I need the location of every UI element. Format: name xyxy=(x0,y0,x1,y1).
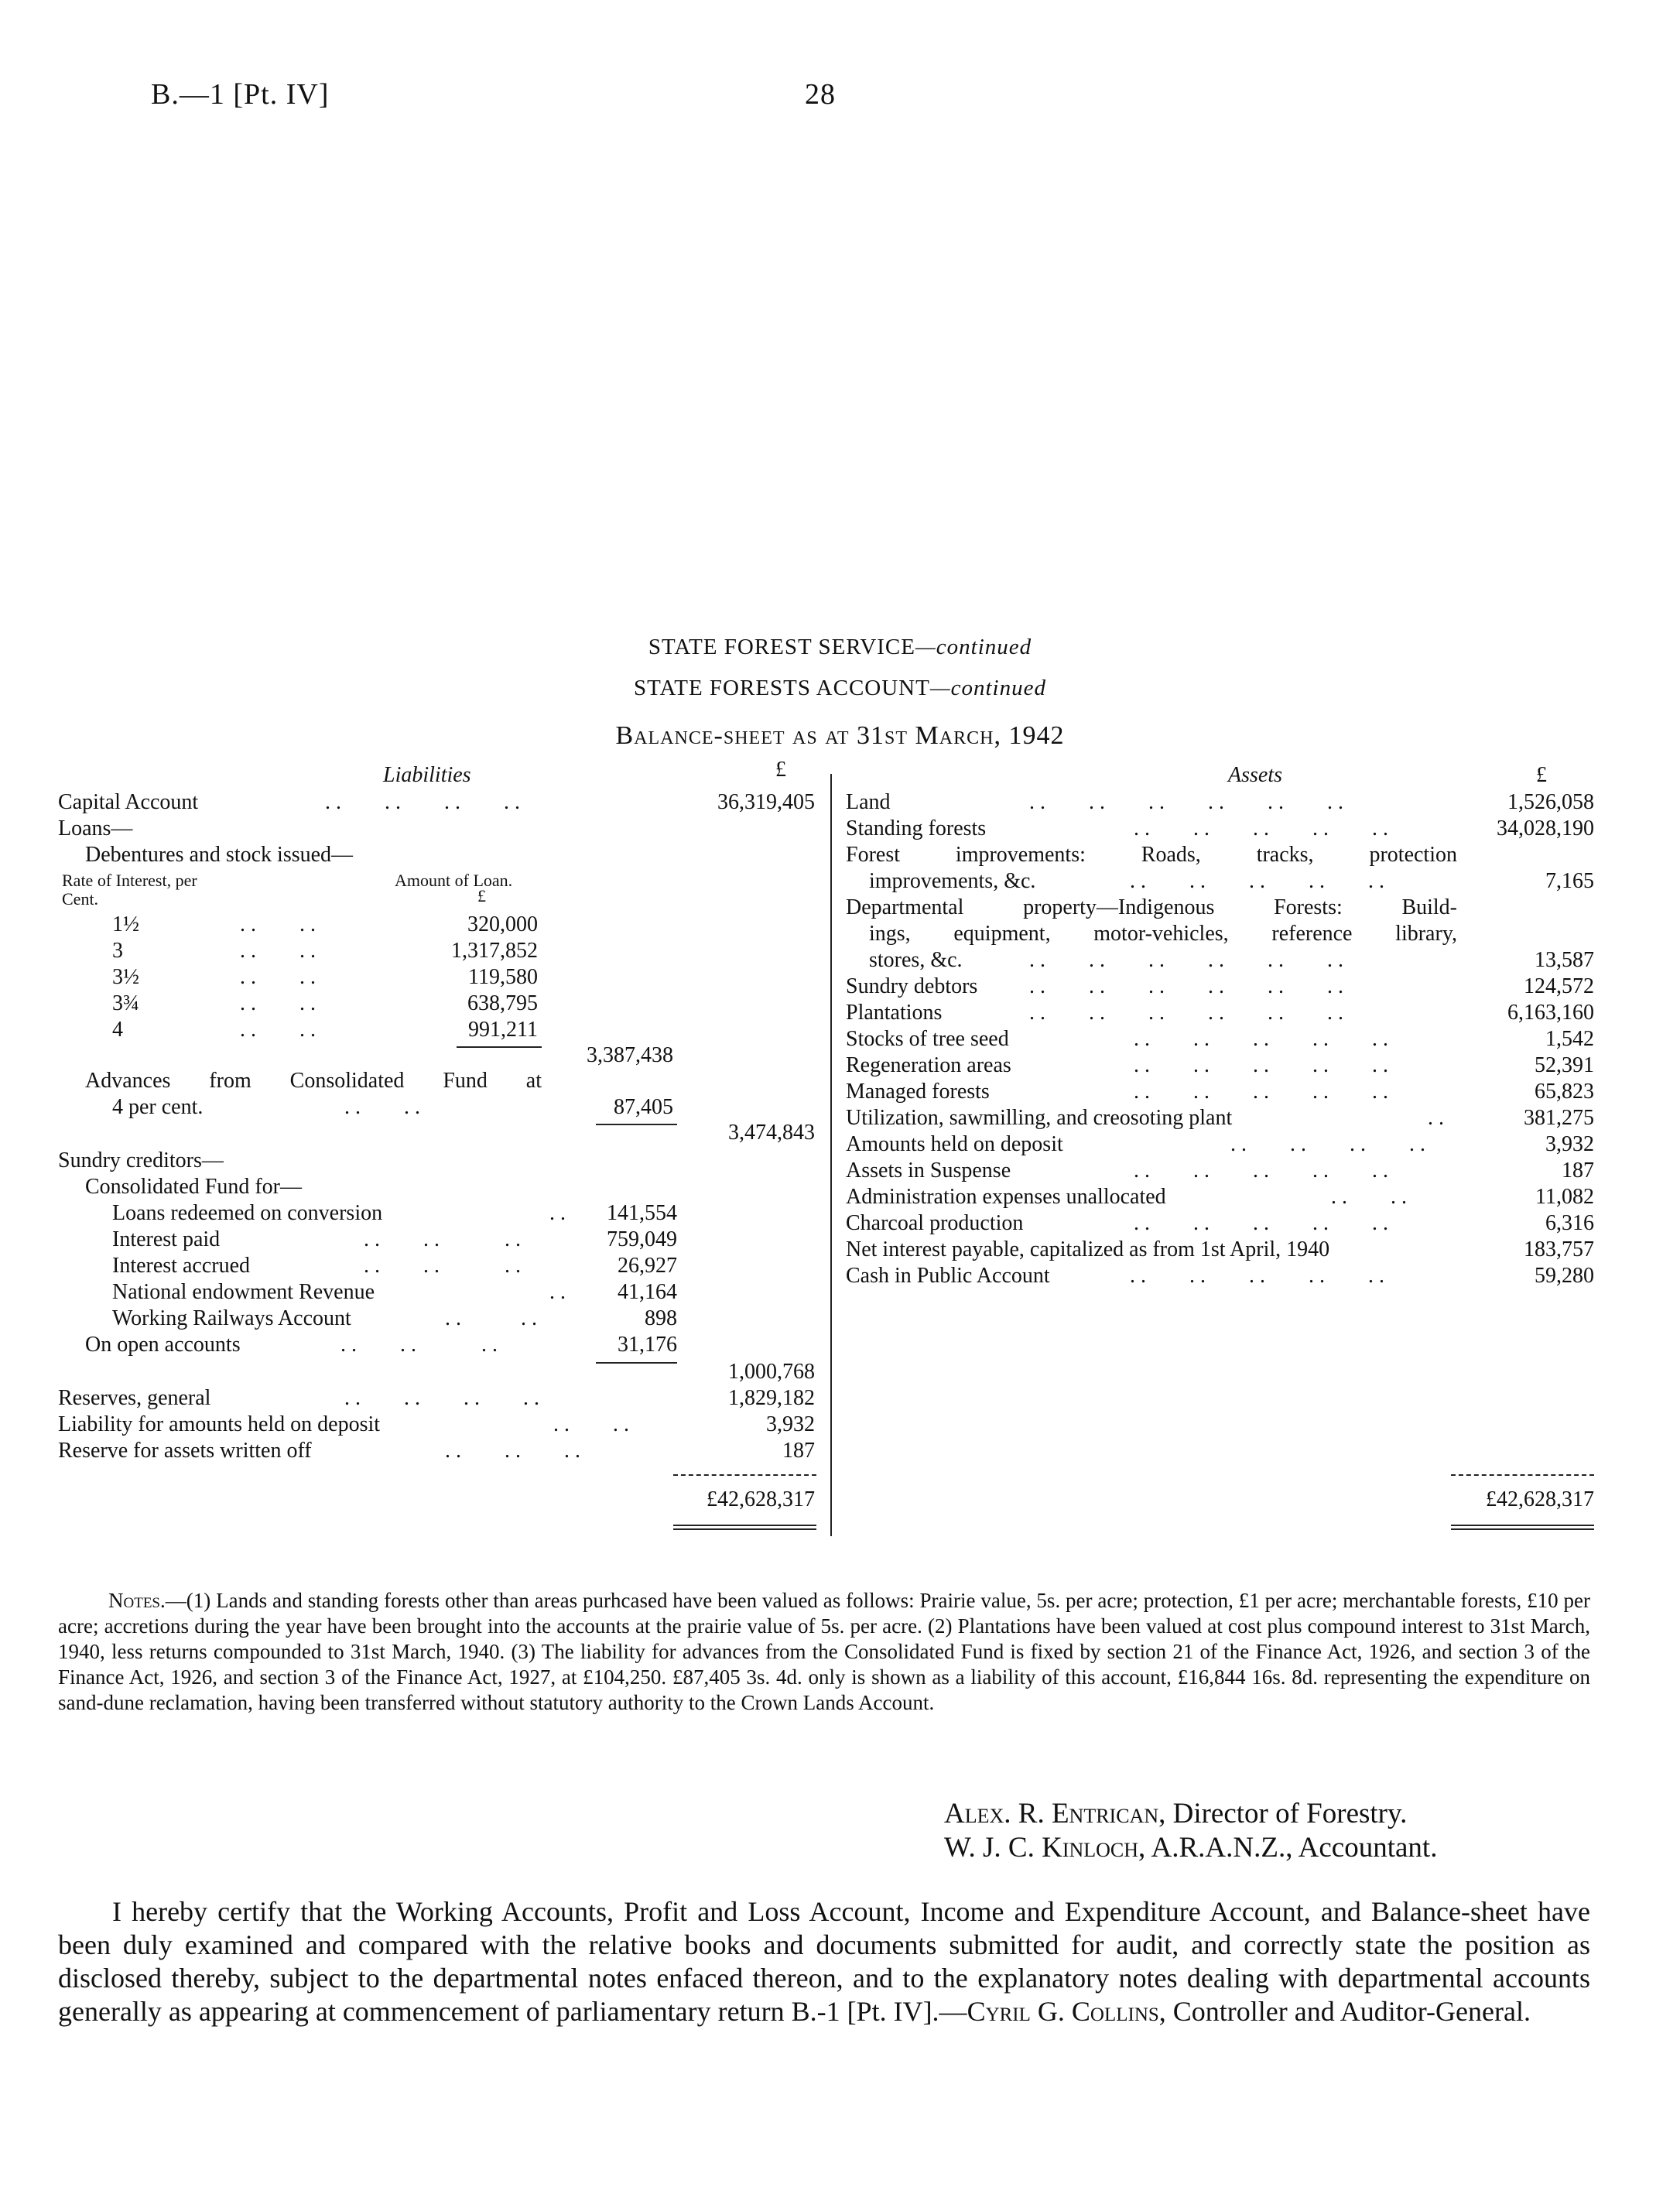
account-title-main: STATE FORESTS ACCOUNT xyxy=(633,676,930,700)
dot-leader: . . xyxy=(549,1201,566,1225)
other-liability-label: Reserve for assets written off xyxy=(58,1439,312,1463)
loan-rate: 3 xyxy=(112,939,123,963)
asset-value: 3,932 xyxy=(1545,1132,1594,1156)
debentures-total: 3,387,438 xyxy=(587,1043,673,1067)
accountant-signature xyxy=(944,1831,1437,1865)
advances-label: Advances from Consolidated Fund at xyxy=(85,1069,542,1093)
capital-account-label: Capital Account xyxy=(58,790,199,814)
asset-label: Charcoal production xyxy=(846,1211,1024,1235)
asset-label: Utilization, sawmilling, and creosoting plant xyxy=(846,1106,1233,1130)
dot-leader: . . . . . . . . xyxy=(325,790,520,814)
director-signature xyxy=(944,1797,1407,1831)
loan-rate: 4 xyxy=(112,1018,123,1042)
asset-value: 52,391 xyxy=(1535,1053,1594,1077)
loan-amount: 119,580 xyxy=(468,965,538,989)
director-title: Director of Forestry. xyxy=(1172,1798,1408,1829)
capital-account-value: 36,319,405 xyxy=(717,790,815,814)
audit-certificate xyxy=(58,1895,1590,2028)
creditor-value: 759,049 xyxy=(607,1227,677,1251)
asset-label: Stocks of tree seed xyxy=(846,1027,1009,1051)
report-reference: B.—1 [Pt. IV] xyxy=(151,78,330,111)
creditor-label: Working Railways Account xyxy=(112,1306,351,1330)
asset-label: Plantations xyxy=(846,1001,943,1025)
asset-label: Amounts held on deposit xyxy=(846,1132,1063,1156)
asset-label: Administration expenses unallocated xyxy=(846,1185,1166,1209)
amount-column-currency: £ xyxy=(477,886,486,905)
creditor-label: Interest paid xyxy=(112,1227,221,1251)
dot-leader: . . . . . . . . . . . . xyxy=(1029,948,1343,972)
accountant-name: W. J. C. Kinloch, xyxy=(944,1832,1146,1864)
service-title xyxy=(0,635,1680,660)
rate-column-header: Rate of Interest, per Cent. xyxy=(62,871,197,909)
creditors-total: 1,000,768 xyxy=(728,1360,815,1384)
dot-leader: . . . . xyxy=(240,991,316,1015)
dot-leader: . . . . . . . . . . . . xyxy=(1029,790,1343,814)
creditor-value: 898 xyxy=(645,1306,677,1330)
creditor-label: National endowment Revenue xyxy=(112,1280,375,1304)
dot-leader: . . . . xyxy=(240,965,316,989)
balance-sheet-title: Balance-sheet as at 31st March, 1942 xyxy=(615,721,1065,750)
other-liability-value: 3,932 xyxy=(766,1412,815,1436)
notes-lead: Notes. xyxy=(108,1589,166,1612)
asset-label: Land xyxy=(846,790,891,814)
liabilities-currency: £ xyxy=(775,758,786,782)
notes-paragraph xyxy=(58,1588,1590,1716)
dot-leader: . . . . . . . . . . xyxy=(1134,1053,1388,1077)
loans-heading: Loans— xyxy=(58,816,133,840)
open-accounts-label: On open accounts xyxy=(85,1333,241,1357)
asset-value: 6,316 xyxy=(1545,1211,1594,1235)
auditor-name: Cyril G. Collins, xyxy=(967,1996,1166,2027)
accountant-title: A.R.A.N.Z., Accountant. xyxy=(1151,1832,1438,1864)
dot-leader: . . . . xyxy=(240,939,316,963)
dot-leader: . . . . . . . . . . . . xyxy=(1029,1001,1343,1025)
asset-label: Forest improvements: Roads, tracks, protection xyxy=(846,843,1457,867)
debentures-heading: Debentures and stock issued— xyxy=(85,843,354,867)
dot-leader: . . . . . . . . xyxy=(1230,1132,1425,1156)
asset-value: 6,163,160 xyxy=(1507,1001,1594,1025)
asset-value: 1,526,058 xyxy=(1507,790,1594,814)
asset-label: Departmental property—Indigenous Forests: Build- xyxy=(846,895,1457,919)
asset-value: 187 xyxy=(1562,1159,1594,1183)
subtotal-rule xyxy=(457,1046,542,1048)
service-title-continued: —continued xyxy=(915,635,1032,659)
asset-label: Sundry debtors xyxy=(846,974,978,998)
dot-leader: . . . . . . . . . . xyxy=(1134,1080,1388,1104)
creditor-label: Loans redeemed on conversion xyxy=(112,1201,383,1225)
asset-value: 59,280 xyxy=(1535,1264,1594,1288)
director-name: Alex. R. Entrican, xyxy=(944,1798,1166,1829)
double-rule-top xyxy=(673,1525,816,1526)
creditor-value: 26,927 xyxy=(618,1254,677,1278)
total-rule xyxy=(673,1474,816,1476)
dot-leader: . . . . . . xyxy=(364,1254,521,1278)
asset-label-continued: improvements, &c. xyxy=(869,869,1036,893)
asset-label-continued: ings, equipment, motor-vehicles, reference library, xyxy=(869,922,1457,946)
sundry-creditors-heading: Sundry creditors— xyxy=(58,1148,224,1172)
asset-label: Standing forests xyxy=(846,816,987,840)
asset-label-continued: stores, &c. xyxy=(869,948,963,972)
double-rule-bottom xyxy=(673,1528,816,1530)
liabilities-heading: Liabilities xyxy=(383,763,471,787)
dot-leader: . . . . . . xyxy=(445,1439,580,1463)
creditor-label: Interest accrued xyxy=(112,1254,250,1278)
account-title xyxy=(0,676,1680,701)
loan-amount: 320,000 xyxy=(467,912,538,936)
open-accounts-value: 31,176 xyxy=(618,1333,677,1357)
dot-leader: . . . . . . . . . . xyxy=(1134,1159,1388,1183)
service-title-main: STATE FOREST SERVICE xyxy=(648,635,915,659)
other-liability-label: Liability for amounts held on deposit xyxy=(58,1412,381,1436)
asset-label: Assets in Suspense xyxy=(846,1159,1011,1183)
asset-label: Regeneration areas xyxy=(846,1053,1011,1077)
dot-leader: . . . . xyxy=(1331,1185,1407,1209)
assets-heading: Assets xyxy=(1228,763,1282,787)
double-rule-bottom xyxy=(1451,1528,1594,1530)
dot-leader: . . . . . . . . xyxy=(344,1386,539,1410)
asset-value: 124,572 xyxy=(1524,974,1594,998)
loan-rate: 3½ xyxy=(112,965,139,989)
asset-value: 34,028,190 xyxy=(1497,816,1594,840)
notes-text: —(1) Lands and standing forests other than areas purhcased have been valued as follows: Prairie value, 5s. per acre; protection, £1 per acre; merchantable forests, £10 per acre; accretions during the year have been brought into the accounts at the prairie value of 5s. per acre. (2) Plantations have been valued at cost plus compound interest to 31st March, 1940, less returns compounded to 31st March, 1940. (3) The liability for advances from the Consolidated Fund is fixed by section 21 of the Finance Act, 1926, and section 3 of the Finance Act, 1926, and section 3 of the Finance Act, 1927, at £104,250. £87,405 3s. 4d. only is shown as a liability of this account, £16,844 16s. 8d. representing the expenditure on sand-dune reclamation, having been transferred without statutory authority to the Crown Lands Account. xyxy=(58,1589,1590,1714)
dot-leader: . . . . . . . . . . xyxy=(1134,1027,1388,1051)
creditor-value: 141,554 xyxy=(607,1201,677,1225)
loan-amount: 1,317,852 xyxy=(451,939,538,963)
asset-value: 183,757 xyxy=(1524,1237,1594,1261)
dot-leader: . . . . xyxy=(240,1018,316,1042)
asset-value: 11,082 xyxy=(1535,1185,1594,1209)
liabilities-grand-total: £42,628,317 xyxy=(707,1487,815,1511)
other-liability-value: 1,829,182 xyxy=(728,1386,815,1410)
page-number: 28 xyxy=(805,78,836,111)
dot-leader: . . . . xyxy=(445,1306,537,1330)
column-divider xyxy=(830,774,832,1536)
asset-value: 13,587 xyxy=(1535,948,1594,972)
other-liability-label: Reserves, general xyxy=(58,1386,211,1410)
advances-rate-label: 4 per cent. xyxy=(112,1095,204,1119)
asset-value: 65,823 xyxy=(1535,1080,1594,1104)
dot-leader: . . . . . . . . . . xyxy=(1130,1264,1384,1288)
account-title-continued: —continued xyxy=(929,676,1046,700)
total-rule xyxy=(1451,1474,1594,1476)
dot-leader: . . . . . . xyxy=(364,1227,521,1251)
dot-leader: . . . . . . . . . . . . xyxy=(1029,974,1343,998)
amount-column-header: Amount of Loan. xyxy=(395,871,513,890)
dot-leader: . . xyxy=(549,1280,566,1304)
dot-leader: . . . . . . . . . . xyxy=(1134,816,1388,840)
dot-leader: . . . . . . . . . . xyxy=(1130,869,1384,893)
double-rule-top xyxy=(1451,1525,1594,1526)
dot-leader: . . . . xyxy=(344,1095,420,1119)
loan-amount: 991,211 xyxy=(468,1018,538,1042)
advances-value: 87,405 xyxy=(614,1095,673,1119)
assets-grand-total: £42,628,317 xyxy=(1486,1487,1594,1511)
asset-value: 7,165 xyxy=(1545,869,1594,893)
creditor-value: 41,164 xyxy=(618,1280,677,1304)
auditor-title: Controller and Auditor-General. xyxy=(1172,1996,1531,2027)
dot-leader: . . . . . . xyxy=(340,1333,498,1357)
asset-label: Managed forests xyxy=(846,1080,990,1104)
other-liability-value: 187 xyxy=(782,1439,815,1463)
loans-total: 3,474,843 xyxy=(728,1121,815,1145)
certificate-text: I hereby certify that the Working Accounts, Profit and Loss Account, Income and Expenditure Account, and Balance-sheet have been duly examined and compared with the relative books and documents submitted for audit, and correctly state the position as disclosed thereby, subject to the departmental notes enfaced thereon, and to the explanatory notes dealing with departmental accounts generally as appearing at commencement of parliamentary return B.-1 [Pt. IV].— xyxy=(58,1896,1590,2027)
asset-label: Net interest payable, capitalized as from 1st April, 1940 xyxy=(846,1237,1330,1261)
asset-value: 381,275 xyxy=(1524,1106,1594,1130)
consolidated-fund-heading: Consolidated Fund for— xyxy=(85,1175,302,1199)
loan-rate: 3¾ xyxy=(112,991,139,1015)
loan-amount: 638,795 xyxy=(467,991,538,1015)
dot-leader: . . xyxy=(1428,1106,1444,1130)
dot-leader: . . . . . . . . . . xyxy=(1134,1211,1388,1235)
loan-rate: 1½ xyxy=(112,912,139,936)
dot-leader: . . . . xyxy=(553,1412,629,1436)
asset-label: Cash in Public Account xyxy=(846,1264,1050,1288)
asset-value: 1,542 xyxy=(1545,1027,1594,1051)
dot-leader: . . . . xyxy=(240,912,316,936)
assets-currency: £ xyxy=(1536,763,1547,787)
